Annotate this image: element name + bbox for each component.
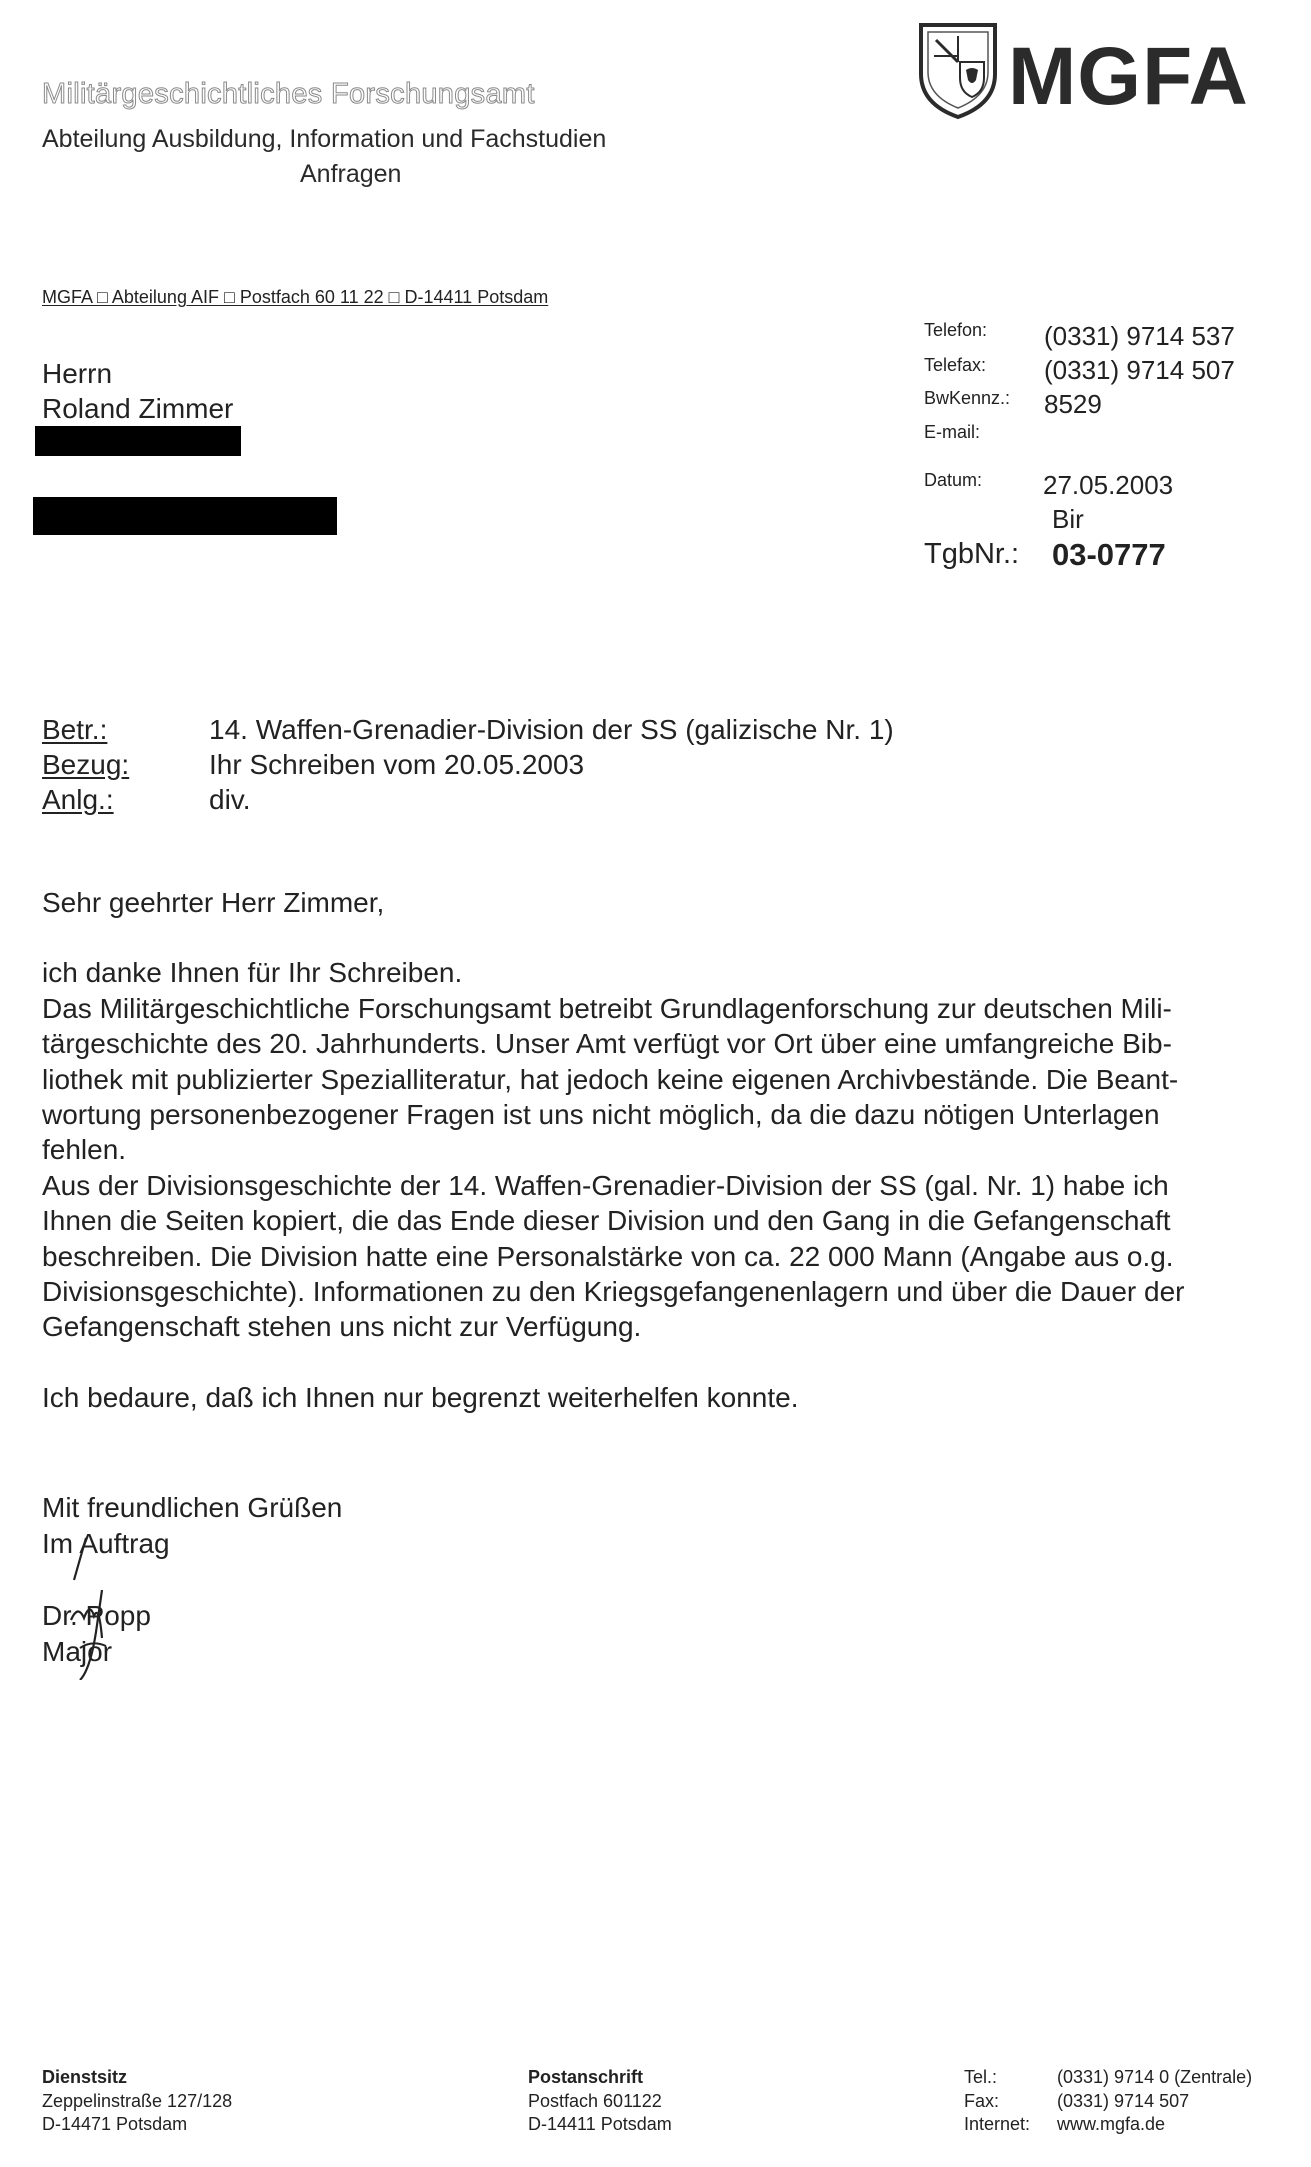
- betr-value: 14. Waffen-Grenadier-Division der SS (galizische Nr. 1): [209, 714, 894, 745]
- dienstsitz-street: Zeppelinstraße 127/128: [42, 2090, 233, 2111]
- email-label: E-mail:: [924, 422, 981, 442]
- postanschrift-postfach: Postfach 601122: [528, 2090, 662, 2111]
- return-address: MGFA □ Abteilung AIF □ Postfach 60 11 22 □ D-14411 Potsdam: [42, 287, 549, 307]
- logo-text: MGFA: [1008, 31, 1249, 122]
- bwkennz-label: BwKennz.:: [924, 388, 1011, 408]
- handwritten-signature: [66, 1520, 186, 1680]
- sachbearbeiter-code: Bir: [1052, 504, 1084, 534]
- paragraph-2-line-3: liothek mit publizierter Spezialliteratur, hat jedoch keine eigenen Archivbestände. Die Beant-: [42, 1063, 1179, 1095]
- anlg-value: div.: [209, 784, 251, 815]
- betr-label: Betr.:: [42, 714, 108, 745]
- telefax-value: (0331) 9714 507: [1044, 355, 1235, 385]
- coat-of-arms-icon: [918, 22, 998, 120]
- section-name: Anfragen: [300, 160, 402, 188]
- signer-rank: Major: [42, 1636, 113, 1667]
- greeting: Sehr geehrter Herr Zimmer,: [42, 887, 385, 918]
- paragraph-2-line-1: Das Militärgeschichtliche Forschungsamt betreibt Grundlagenforschung zur deutschen Mili-: [42, 992, 1172, 1024]
- recipient-name: Roland Zimmer: [42, 393, 234, 424]
- signer-name: Dr. Popp: [42, 1600, 151, 1631]
- bwkennz-value: 8529: [1044, 389, 1102, 419]
- mgfa-logo: [918, 22, 1258, 122]
- paragraph-3-line-4: Divisionsgeschichte). Informationen zu den Kriegsgefangenenlagern und über die Dauer der: [42, 1276, 1185, 1308]
- telefon-value: (0331) 9714 537: [1044, 321, 1235, 351]
- footer-internet-value: www.mgfa.de: [1057, 2114, 1166, 2134]
- letter-body: [42, 885, 1304, 1415]
- paragraph-2-line-2: tärgeschichte des 20. Jahrhunderts. Unser Amt verfügt vor Ort über eine umfangreiche Bib-: [42, 1028, 1172, 1060]
- datum-label: Datum:: [924, 470, 983, 490]
- footer-postanschrift: [528, 2066, 672, 2137]
- paragraph-2-line-4: wortung personenbezogener Fragen ist uns nicht möglich, da die dazu nötigen Unterlagen: [42, 1099, 1160, 1131]
- datum-value: 27.05.2003: [1043, 470, 1174, 500]
- tgbnr-label: TgbNr.:: [924, 538, 1020, 570]
- footer-dienstsitz: [42, 2066, 232, 2137]
- footer-tel-label: Tel.:: [964, 2067, 998, 2087]
- footer-contact: [964, 2066, 1252, 2137]
- dienstsitz-city: D-14471 Potsdam: [42, 2114, 188, 2134]
- footer-tel-value: (0331) 9714 0 (Zentrale): [1057, 2067, 1253, 2087]
- bezug-value: Ihr Schreiben vom 20.05.2003: [209, 749, 585, 780]
- footer-fax-label: Fax:: [964, 2090, 1000, 2111]
- postanschrift-city: D-14411 Potsdam: [528, 2114, 672, 2134]
- tgbnr-value: 03-0777: [1052, 537, 1166, 572]
- footer-internet-label: Internet:: [964, 2114, 1031, 2134]
- paragraph-1: ich danke Ihnen für Ihr Schreiben.: [42, 957, 463, 989]
- paragraph-3-line-3: beschreiben. Die Division hatte eine Personalstärke von ca. 22 000 Mann (Angabe aus o.g.: [42, 1240, 1174, 1272]
- footer-fax-value: (0331) 9714 507: [1057, 2090, 1190, 2111]
- anlg-label: Anlg.:: [42, 784, 114, 815]
- telefon-label: Telefon:: [924, 320, 988, 340]
- paragraph-3-line-5: Gefangenschaft stehen uns nicht zur Verfügung.: [42, 1311, 642, 1343]
- institution-name: Militärgeschichtliches Forschungsamt: [42, 78, 535, 110]
- redaction-bar-1: [35, 426, 241, 456]
- redaction-bar-2: [33, 497, 337, 535]
- recipient-salutation: Herrn: [42, 358, 113, 389]
- closing-regards: Mit freundlichen Grüßen: [42, 1492, 343, 1523]
- recipient-block: [42, 356, 233, 426]
- postanschrift-title: Postanschrift: [528, 2067, 644, 2087]
- paragraph-4: Ich bedaure, daß ich Ihnen nur begrenzt weiterhelfen konnte.: [42, 1381, 799, 1413]
- bezug-label: Bezug:: [42, 749, 130, 780]
- closing-im-auftrag: Im Auftrag: [42, 1528, 170, 1559]
- department-name: Abteilung Ausbildung, Information und Fachstudien: [42, 125, 607, 153]
- dienstsitz-title: Dienstsitz: [42, 2067, 128, 2087]
- telefax-label: Telefax:: [924, 355, 987, 375]
- paragraph-3-line-2: Ihnen die Seiten kopiert, die das Ende dieser Division und den Gang in die Gefangenschaft: [42, 1205, 1171, 1237]
- paragraph-3-line-1: Aus der Divisionsgeschichte der 14. Waffen-Grenadier-Division der SS (gal. Nr. 1) habe ich: [42, 1169, 1169, 1201]
- paragraph-2-line-5: fehlen.: [42, 1134, 127, 1166]
